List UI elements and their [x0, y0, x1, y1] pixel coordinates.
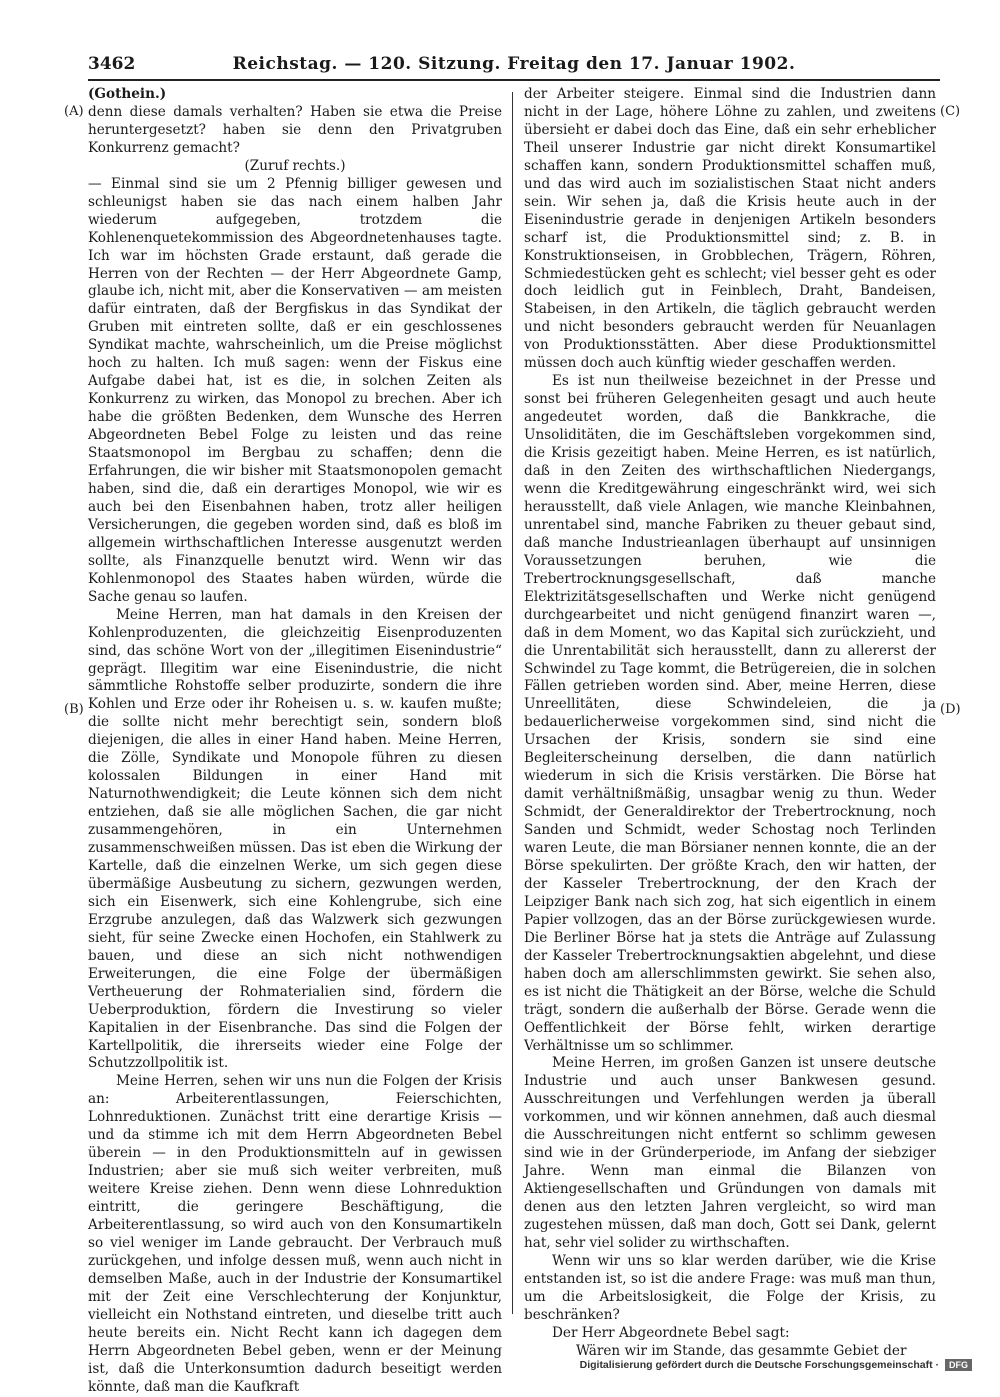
left-column	[88, 86, 502, 1397]
margin-marker-b: (B)	[64, 702, 84, 717]
running-header	[88, 54, 940, 78]
header-rule	[88, 79, 940, 81]
paragraph: Meine Herren, sehen wir uns nun die Folgen der Krisis an: Arbeiterentlassungen, Feierschichten, Lohnreduktionen. Zunächst tritt eine derartige Krisis — und da stimme ich mit dem Herrn Abgeordneten Bebel überein — in den Produktionsmitteln auf in gewissen Industrien; aber sie muß sich weiter verbreiten, muß weitere Kreise ziehen. Denn wenn diese Lohnreduktion eintritt, die geringere Beschäftigung, die Arbeiterentlassung, so wird auch von den Konsumartikeln so viel weniger im Lande gebraucht. Der Verbrauch muß zurückgehen, und infolge dessen muß, wenn auch nicht in demselben Maße, auch in der Industrie der Konsumartikel mit der Zeit eine Verschlechterung der Konjunktur, vielleicht ein Nothstand eintreten, und dieselbe tritt auch heute bereits ein. Nicht Recht kann ich dagegen dem Herrn Abgeordneten Bebel geben, wenn er der Meinung ist, daß die Unterkonsumtion dadurch beseitigt werden könnte, daß man die Kaufkraft	[88, 1073, 502, 1395]
quotation: Wären wir im Stande, das gesammte Gebiet der	[576, 1342, 907, 1359]
digitization-footer	[580, 1359, 972, 1371]
paragraph: Wenn wir uns so klar werden darüber, wie die Krise entstanden ist, so ist die andere Frage: was muß man thun, um die Arbeitslosigkeit, die Folge der Krisis, zu beschränken?	[524, 1252, 936, 1323]
paragraph: denn diese damals verhalten? Haben sie etwa die Preise heruntergesetzt? haben sie denn den Privatgruben Konkurrenz gemacht?	[88, 103, 502, 156]
right-column	[524, 86, 936, 1361]
header-title: Reichstag. — 120. Sitzung. Freitag den 17. Januar 1902.	[232, 54, 796, 74]
footer-text: Digitalisierung gefördert durch die Deutsche Forschungsgemeinschaft ·	[579, 1359, 939, 1371]
page-number: 3462	[88, 54, 136, 74]
paragraph: Es ist nun theilweise bezeichnet in der Presse und sonst bei früheren Gelegenheiten gesagt und auch heute angedeutet worden, daß die Bankkrache, die Unsoliditäten, die im Geschäftsleben vorgekommen sind, die Krisis gezeitigt haben. Meine Herren, es ist natürlich, daß in den Zeiten des wirthschaftlichen Niedergangs, wenn die Kreditgewährung eingeschränkt wird, wei sich herausstellt, daß viele Anlagen, wie manche Kleinbahnen, unrentabel sind, manche Fabriken zu theuer gebaut sind, daß manche Industrieanlagen überhaupt auf unsinnigen Voraussetzungen beruhen, wie die Trebertrocknungsgesellschaft, daß manche Elektrizitätsgesellschaften und Werke nicht genügend durchgearbeitet und nicht genügend finanzirt waren —, daß in dem Moment, wo das Kapital sich zurückzieht, und die Unrentabilität sich herausstellt, dann zu allererst der Schwindel zu Tage kommt, die Betrügereien, die in solchen Fällen getrieben worden sind. Aber, meine Herren, diese Unreellitäten, diese Schwindeleien, die ja bedauerlicherweise vorgekommen sind, sind nicht die Ursachen der Krisis, sondern sie sind eine Begleiterscheinung derselben, die dann natürlich wiederum in sich die Krisis verstärken. Die Börse hat damit verhältnißmäßig, unsagbar wenig zu thun. Weder Schmidt, der Generaldirektor der Trebertrocknung, noch Sanden und Schmidt, weder Schostag noch Terlinden waren Leute, die man Börsianer nennen konnte, die an der Börse spekulirten. Der größte Krach, den wir hatten, der der Kasseler Trebertrocknung, der den Krach der Leipziger Bank nach sich zog, hat sich eigentlich in einem Papier vollzogen, das an der Börse zurückgewiesen wurde. Die Berliner Börse hat ja stets die Anträge auf Zulassung der Kasseler Trebertrocknungsaktien abgelehnt, und diese haben doch am allerschlimmsten gewirkt. Sie sehen also, es ist nicht die Thätigkeit an der Börse, welche die Schuld trägt, sondern die außerhalb der Börse. Gerade wenn die Oeffentlichkeit der Börse fehlt, wirken derartige Verhältnisse um so schlimmer.	[524, 373, 936, 1054]
paragraph: Der Herr Abgeordnete Bebel sagt:	[552, 1324, 790, 1341]
paragraph: — Einmal sind sie um 2 Pfennig billiger gewesen und schleunigst haben sie das nach einem halben Jahr wiederum aufgegeben, trotzdem die Kohlenenquetekommission des Abgeordnetenhauses tagte. Ich war im höchsten Grade erstaunt, daß gerade die Herren von der Rechten — der Herr Abgeordnete Gamp, glaube ich, nicht mit, aber die Konservativen — am meisten dafür eintraten, daß der Bergfiskus in das Syndikat der Gruben mit eintreten sollte, daß er ein geschlossenes Syndikat machte, wahrscheinlich, um die Preise möglichst hoch zu halten. Ich muß sagen: wenn der Fiskus eine Aufgabe dabei hat, ist es die, in solchen Zeiten als Konkurrenz zu wirken, das Monopol zu brechen. Aber ich habe die größten Bedenken, dem Wunsche des Herren Abgeordneten Bebel Folge zu leisten und das reine Staatsmonopol im Bergbau zu schaffen; denn die Erfahrungen, die wir bisher mit Staatsmonopolen gemacht haben, sind die, daß ein derartiges Monopol, wie wir es auch bei den Eisenbahnen haben, trotz aller heiligen Versicherungen, die gegeben worden sind, daß es bloß im allgemein wirthschaftlichen Interesse ausgenutzt werden sollte, als Finanzquelle benutzt wird. Wenn wir das Kohlenmonopol des Staates haben würden, würde die Sache genau so laufen.	[88, 175, 502, 605]
interjection: (Zuruf rechts.)	[244, 157, 346, 174]
paragraph: Meine Herren, man hat damals in den Kreisen der Kohlenproduzenten, die gleichzeitig Eisenproduzenten sind, das schöne Wort von der „illegitimen Eisenindustrie“ geprägt. Illegitim war eine Eisenindustrie, die nicht sämmtliche Rohstoffe selber produzirte, sondern die ihre Kohlen und Erze oder ihr Roheisen u. s. w. kaufen mußte; die sollte nicht mehr berechtigt sein, sondern bloß diejenigen, die alles in einer Hand haben. Meine Herren, die Zölle, Syndikate und Monopole führen zu diesen kolossalen Bildungen in einer Hand mit Naturnothwendigkeit; die Leute können sich dem nicht entziehen, daß sie alle möglichen Sachen, die gar nicht zusammengehören, in ein Unternehmen zusammenschweißen müssen. Das ist eben die Wirkung der Kartelle, daß die einzelnen Werke, um sich gegen diese übermäßige Ausbeutung zu sichern, gezwungen werden, sich ein Eisenwerk, sich eine Kohlengrube, sich eine Erzgrube anzulegen, daß das Walzwerk sich gezwungen sieht, für seine Zwecke einen Hochofen, ein Stahlwerk zu bauen, und diese an sich nicht nothwendigen Erweiterungen, die eine Folge der übermäßigen Vertheuerung der Rohmaterialien sind, fördern die Ueberproduktion, fördern die Investirung so vieler Kapitalien in der Eisenbranche. Das sind die Folgen der Kartellpolitik, die ihrerseits wieder eine Folge der Schutzzollpolitik ist.	[88, 606, 502, 1072]
paragraph: Meine Herren, im großen Ganzen ist unsere deutsche Industrie und auch unser Bankwesen gesund. Ausschreitungen und Verfehlungen werden ja überall vorkommen, und wir können annehmen, daß auch diesmal die Ausschreitungen nicht entfernt so schlimm gewesen sind wie in der Gründerperiode, im Anfang der siebziger Jahre. Wenn man einmal die Bilanzen von Aktiengesellschaften und Gründungen von damals mit denen aus den letzten Jahren vergleicht, so wird man zugestehen müssen, daß man doch, Gott sei Dank, gelernt hat, sehr viel solider zu wirthschaften.	[524, 1055, 936, 1251]
dfg-logo: DFG	[945, 1359, 972, 1371]
speaker-name: (Gothein.)	[88, 86, 167, 102]
paragraph: der Arbeiter steigere. Einmal sind die Industrien dann nicht in der Lage, höhere Löhne zu zahlen, und zweitens übersieht er dabei doch das Eine, daß ein sehr erheblicher Theil unserer Industrie gar nicht direkt Konsumartikel schaffen kann, sondern Produktionsmittel schaffen muß, und das wird auch im sozialistischen Staat nicht anders sein. Wir sehen ja, daß die Krisis heute auch in der Eisenindustrie gerade in denjenigen Artikeln besonders scharf ist, die Produktionsmittel sind; z. B. in Konstruktionseisen, in Grobblechen, Trägern, Röhren, Schmiedestücken geht es schlecht; viel besser geht es oder doch leidlich gut in Feinblech, Draht, Bandeisen, Stabeisen, in den Artikeln, die täglich gebraucht werden und nicht besonders gebraucht werden für Neuanlagen von Produktionsstätten. Aber diese Produktionsmittel müssen doch auch künftig wieder geschaffen werden.	[524, 86, 936, 372]
margin-marker-d: (D)	[940, 702, 961, 717]
margin-marker-a: (A)	[64, 104, 84, 119]
margin-marker-c: (C)	[940, 104, 961, 119]
column-divider	[512, 92, 513, 1314]
